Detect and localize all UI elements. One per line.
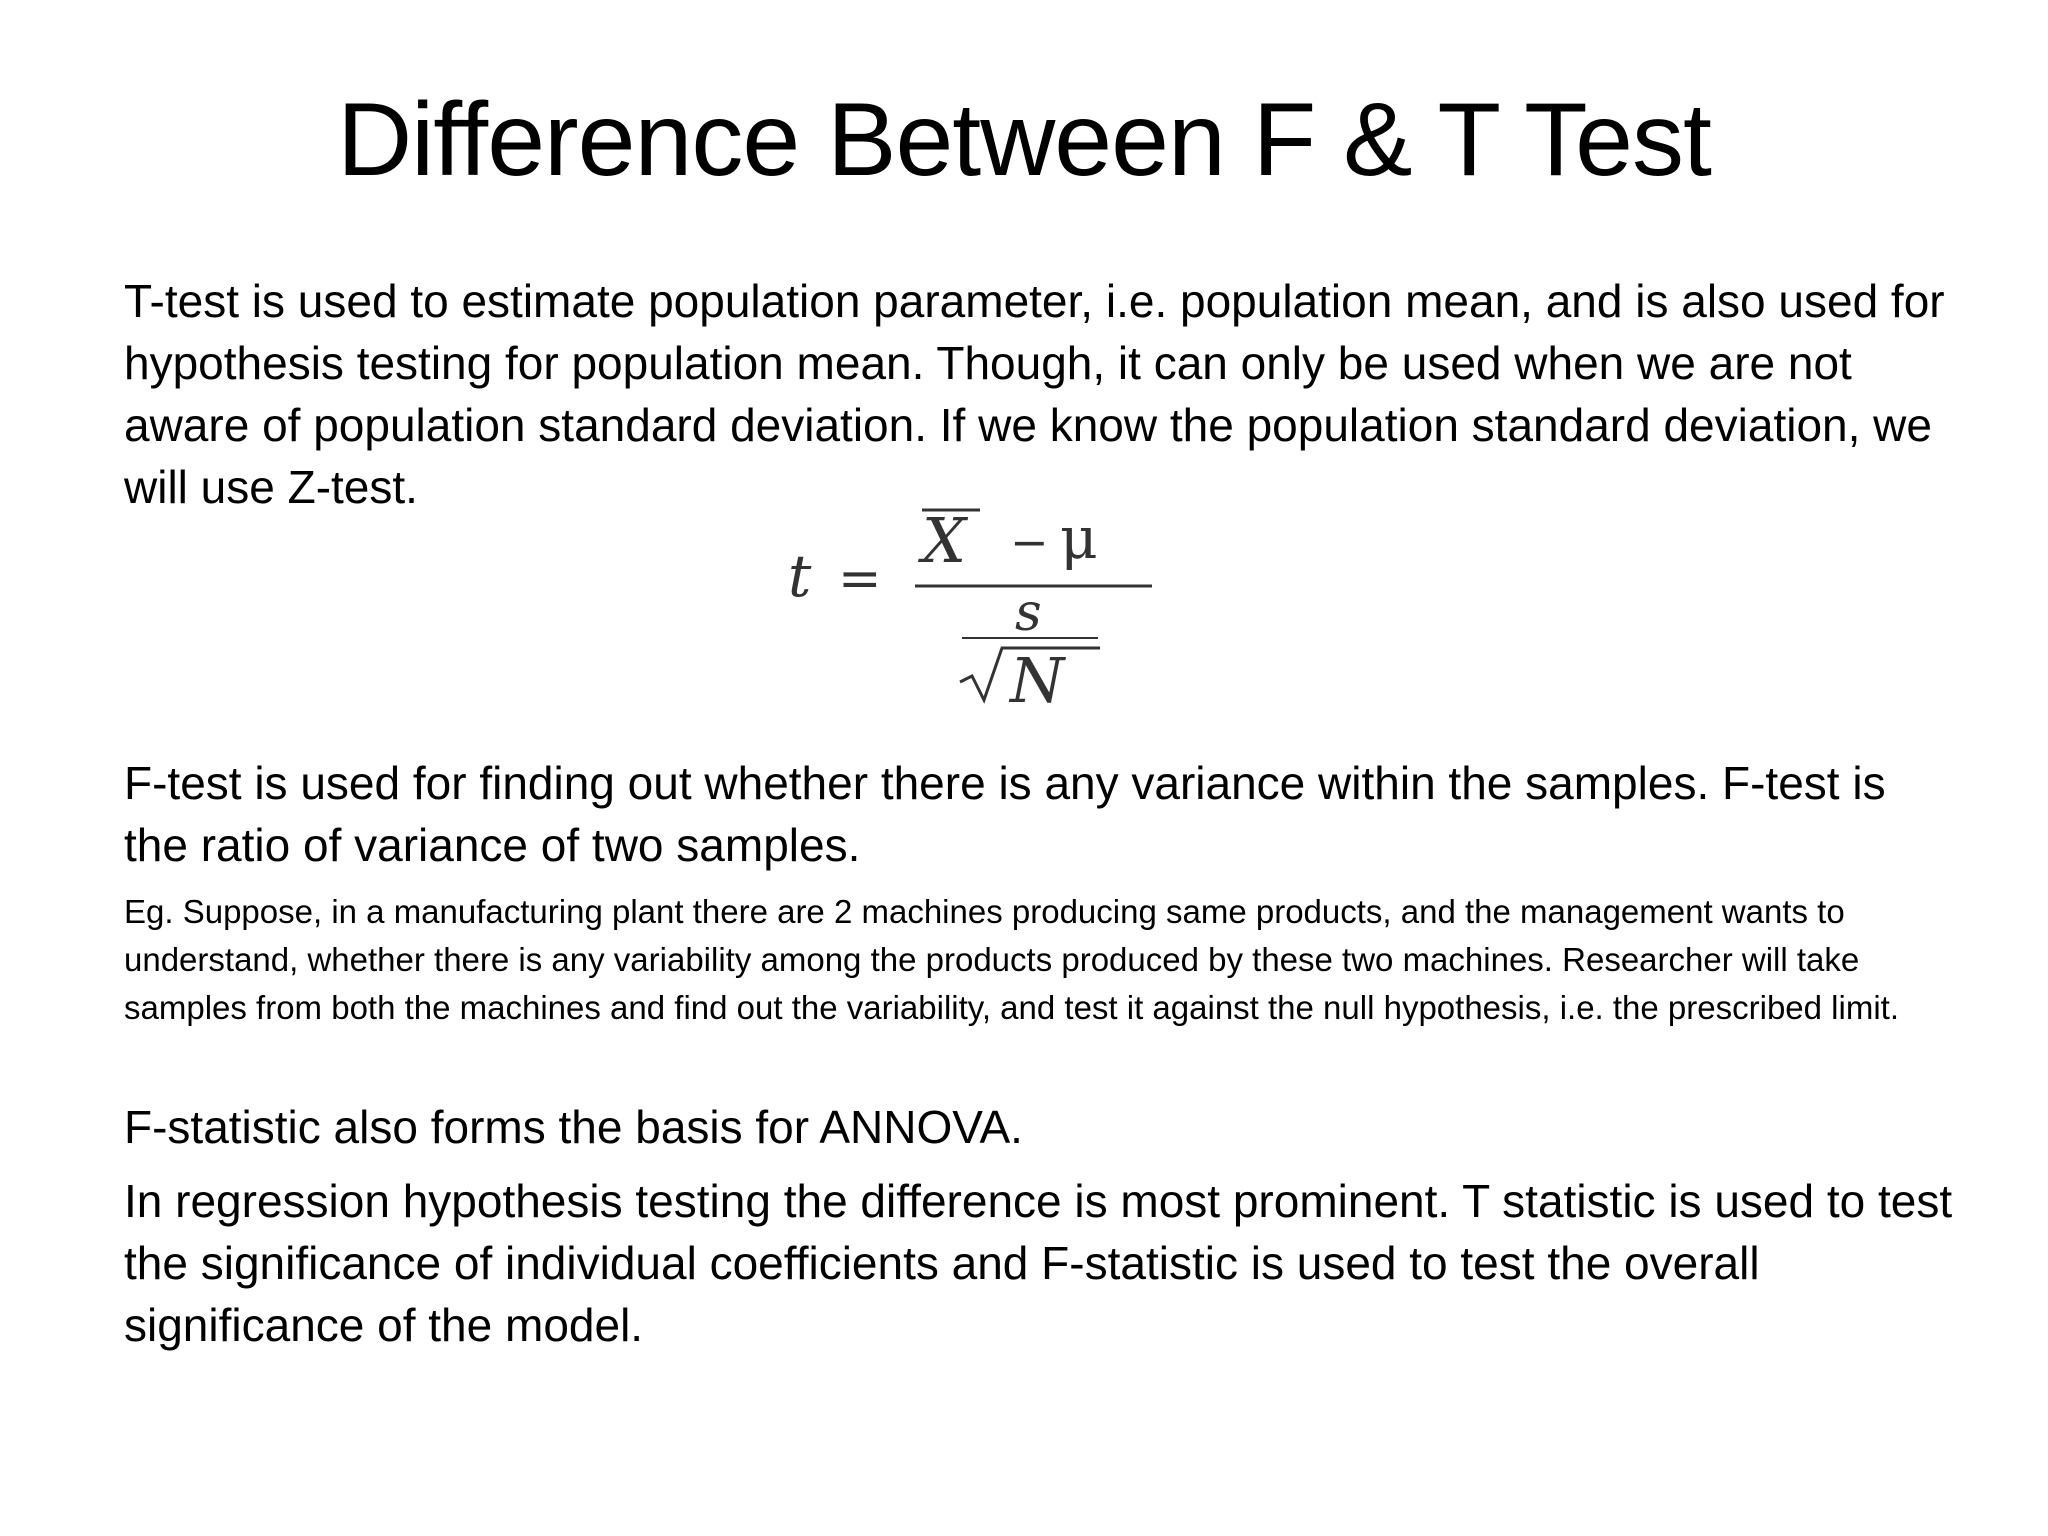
regression-paragraph: In regression hypothesis testing the difference is most prominent. T statistic is used to test the significance of individual coefficients and F-statistic is used to test the overall significance of the model. — [124, 1175, 1953, 1351]
formula-denominator-s: s — [1015, 583, 1042, 643]
anova-paragraph: F-statistic also forms the basis for ANNOVA. — [124, 1101, 1023, 1153]
formula-denominator-n: N — [1010, 644, 1065, 717]
f-test-paragraph: F-test is used for finding out whether there is any variance within the samples. F-test is the ratio of variance of two samples. — [124, 757, 1886, 871]
slide-title: Difference Between F & T Test — [337, 82, 1711, 198]
formula-numerator-x: X — [922, 504, 967, 577]
formula-equals: = — [838, 549, 882, 609]
formula-numerator-mu: μ — [1060, 504, 1098, 572]
example-paragraph: Eg. Suppose, in a manufacturing plant there are 2 machines producing same products, and the management wants to understand, whether there is any variability among the products produced by these two machines. Researcher will take samples from both the machines and find out the variability, and test it against the null hypothesis, i.e. the prescribed limit. — [124, 893, 1899, 1026]
formula-lhs-t: t — [788, 542, 812, 610]
formula-numerator-minus: − — [1010, 515, 1049, 569]
t-test-paragraph: T-test is used to estimate population parameter, i.e. population mean, and is also used for hypothesis testing for population mean. Though, it can only be used when we are not aware of population standard deviation. If we know the population standard deviation, we will use Z-test. — [124, 275, 1945, 513]
t-statistic-formula — [770, 500, 1190, 730]
